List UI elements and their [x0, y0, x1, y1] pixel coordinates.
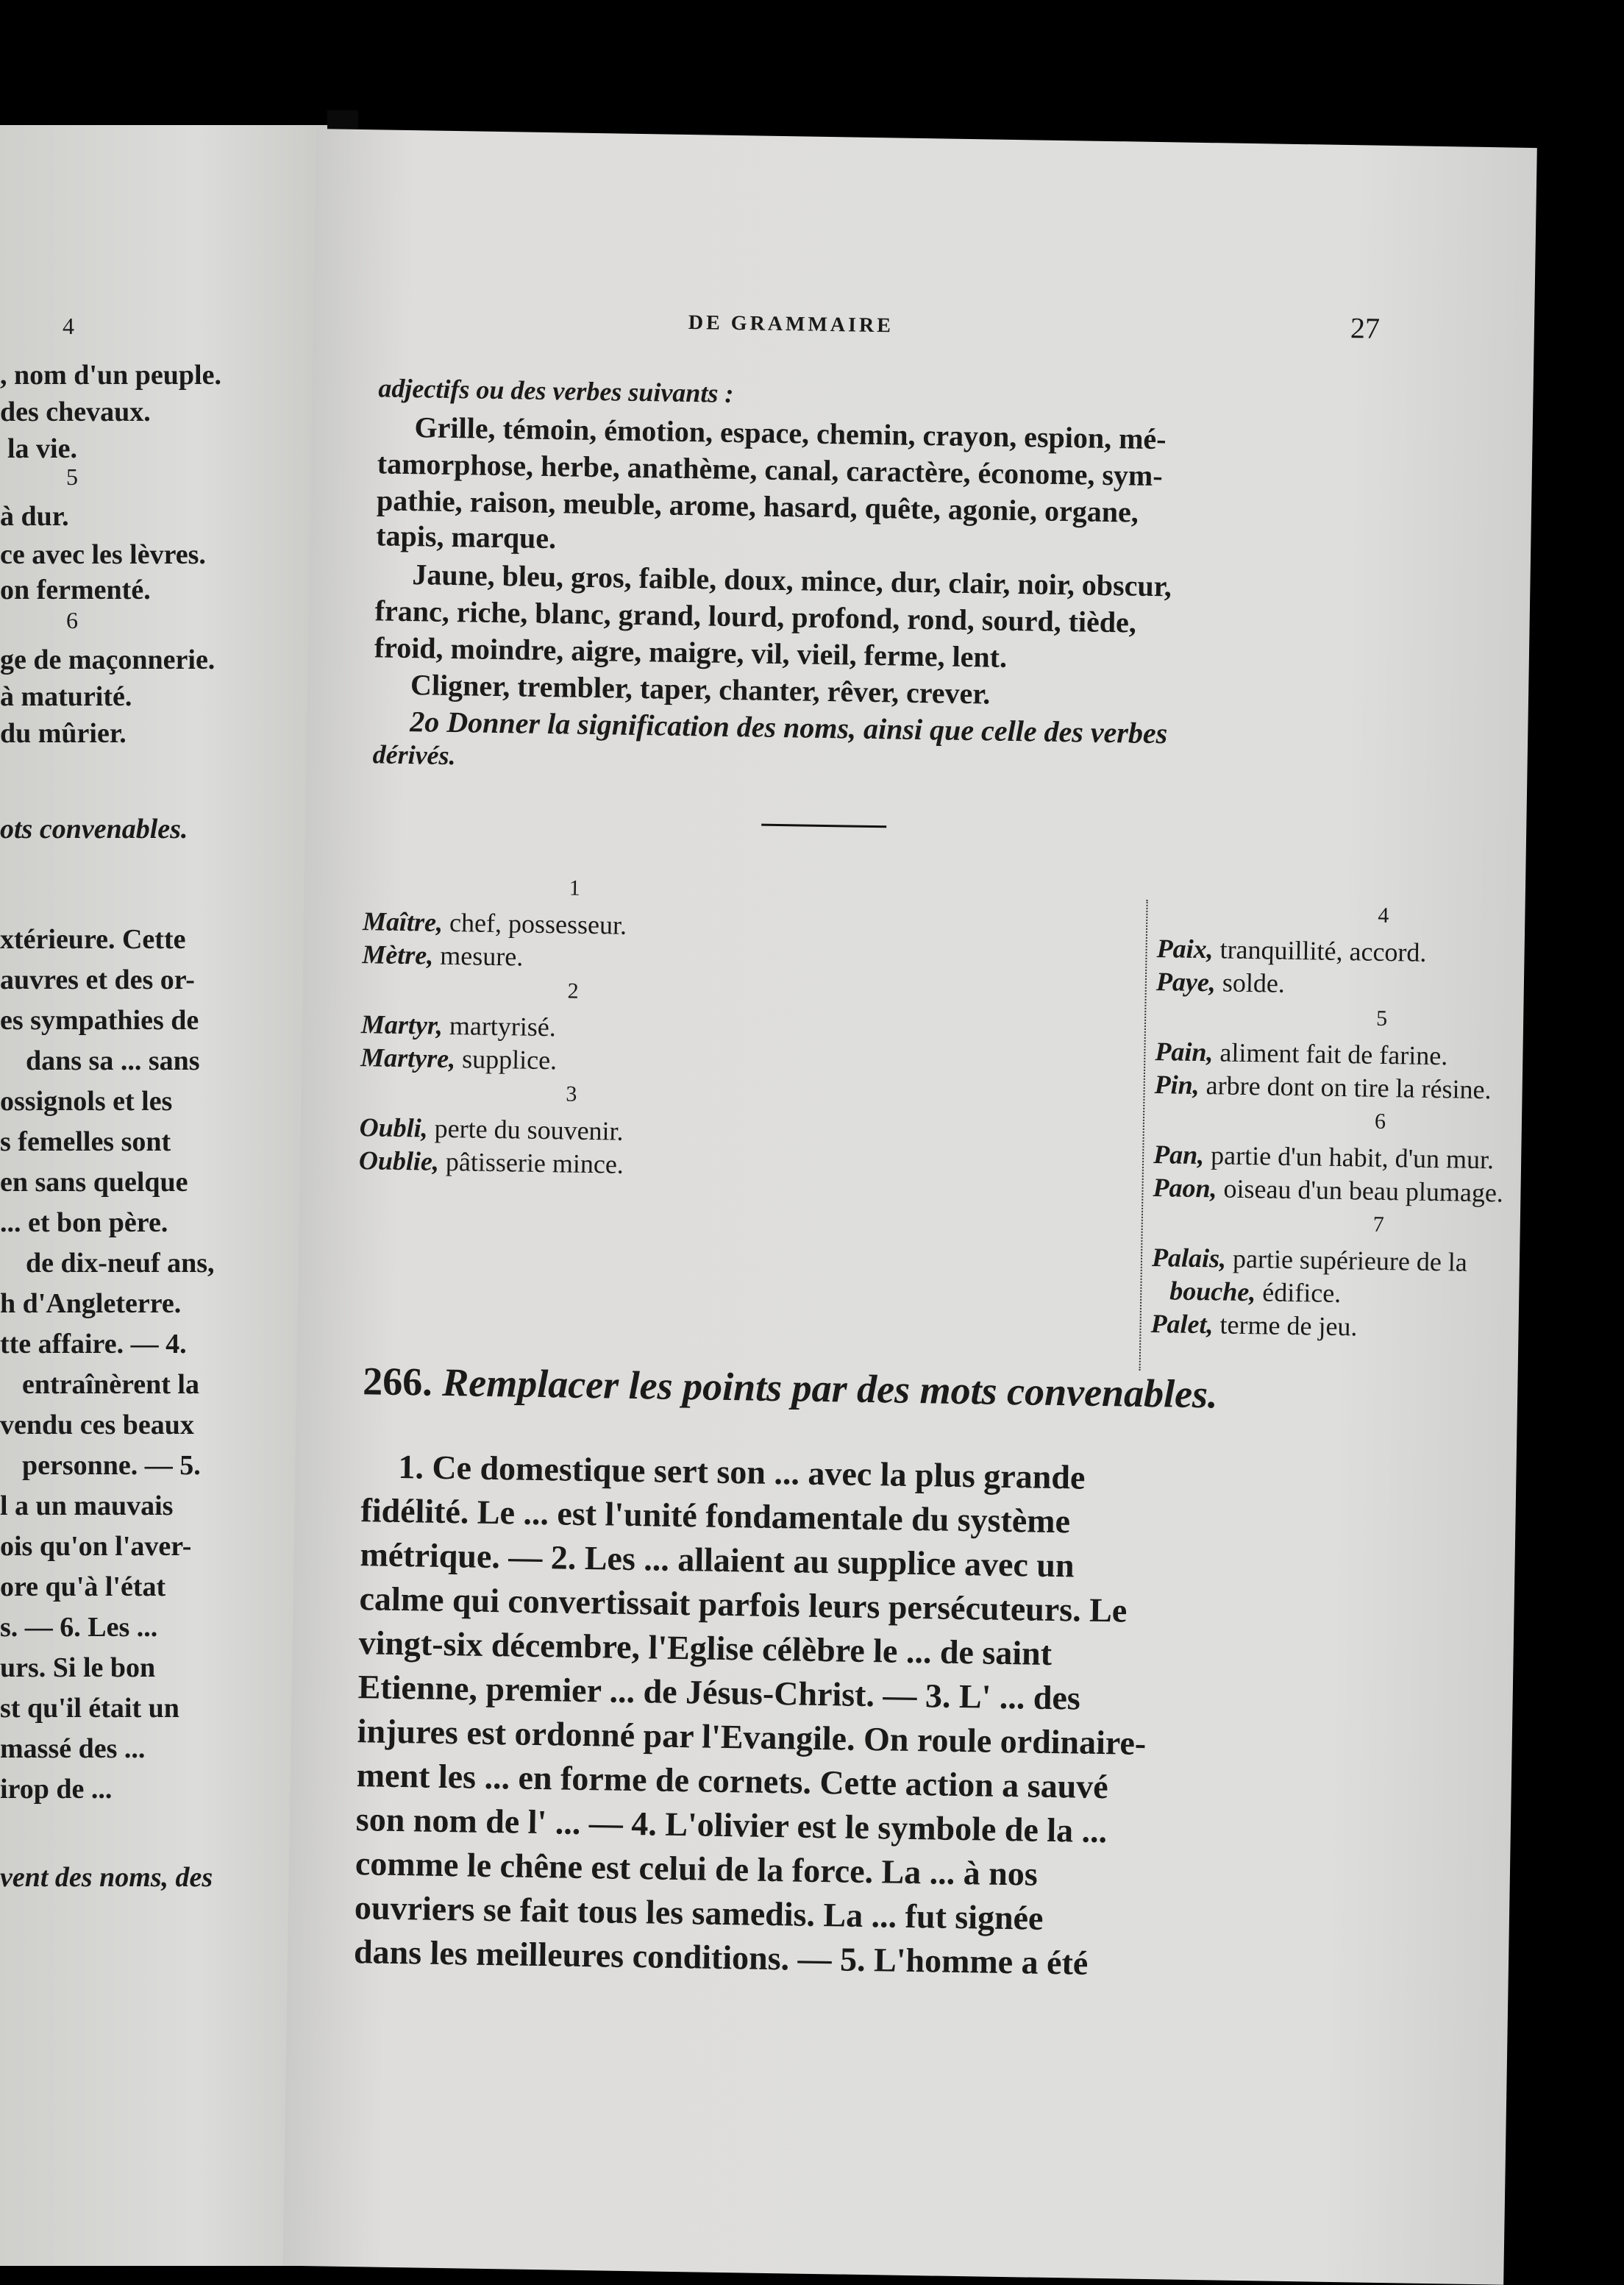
text-line: pathie, raison, meuble, arome, hasard, quête, agonie, organe,: [376, 483, 1139, 529]
text-line: ce avec les lèvres.: [0, 539, 206, 570]
text-line: vendu ces beaux: [0, 1410, 194, 1440]
text-line: tte affaire. — 4.: [0, 1329, 187, 1360]
homonym-entry: Palet, terme de jeu.: [1150, 1309, 1358, 1342]
text-line: la vie.: [7, 433, 77, 464]
homonym-entry: Oublie, pâtisserie mince.: [358, 1145, 624, 1179]
text-line: vingt-six décembre, l'Eglise célèbre le ... de saint: [358, 1624, 1053, 1672]
text-line: fidélité. Le ... est l'unité fondamentale du système: [360, 1491, 1071, 1540]
headword: Mètre,: [362, 939, 434, 970]
text-line: personne. — 5.: [22, 1450, 201, 1481]
column-divider: [1139, 900, 1148, 1371]
headword: Oubli,: [359, 1112, 429, 1143]
text-line: de dix-neuf ans,: [26, 1248, 215, 1279]
homonym-entry: 3: [566, 1081, 577, 1106]
exercise-title: Remplacer les points par des mots convenables.: [441, 1360, 1219, 1417]
text-line: Etienne, premier ... de Jésus-Christ. — 3. L' ... des: [357, 1668, 1081, 1717]
text-line: calme qui convertissait parfois leurs persécuteurs. Le: [359, 1579, 1128, 1630]
text-line: 5: [66, 463, 78, 490]
text-line: st qu'il était un: [0, 1693, 179, 1724]
homonym-entry: Paix, tranquillité, accord.: [1156, 934, 1427, 967]
homonym-entry: 2: [567, 978, 579, 1003]
text-line: à dur.: [0, 501, 69, 532]
text-line: ... et bon père.: [0, 1207, 168, 1238]
text-line: en sans quelque: [0, 1167, 188, 1198]
homonym-entry: Maître, chef, possesseur.: [362, 906, 627, 940]
text-line: urs. Si le bon: [0, 1652, 156, 1683]
text-line: ouvriers se fait tous les samedis. La ... fut signée: [354, 1888, 1044, 1937]
homonym-entry: bouche, édifice.: [1169, 1276, 1342, 1309]
text-line: ore qu'à l'état: [0, 1571, 166, 1602]
text-line: massé des ...: [0, 1733, 146, 1764]
text-line: ossignols et les: [0, 1086, 173, 1117]
headword: Oublie,: [358, 1145, 440, 1176]
headword: Martyr,: [360, 1009, 444, 1040]
text-line: froid, moindre, aigre, maigre, vil, vieil, ferme, lent.: [374, 630, 1008, 674]
running-header: DE GRAMMAIRE: [688, 310, 894, 338]
right-page: [282, 129, 1536, 2285]
text-line: Grille, témoin, émotion, espace, chemin, crayon, espion, mé-: [414, 411, 1167, 456]
headword: Paye,: [1155, 967, 1217, 998]
headword: Palet,: [1150, 1309, 1214, 1340]
text-line: dans sa ... sans: [26, 1045, 200, 1076]
text-line: 4: [63, 313, 74, 339]
text-line: injures est ordonné par l'Evangile. On roule ordinaire-: [357, 1712, 1147, 1762]
text-line: dans les meilleures conditions. — 5. L'homme a été: [353, 1933, 1089, 1982]
homonym-entry: 7: [1372, 1212, 1385, 1237]
headword: Pan,: [1153, 1140, 1205, 1170]
text-line: dérivés.: [372, 739, 456, 771]
text-line: ge de maçonnerie.: [0, 644, 216, 675]
text-line: s. — 6. Les ...: [0, 1612, 158, 1643]
text-line: ment les ... en forme de cornets. Cette action a sauvé: [356, 1756, 1109, 1806]
text-line: des chevaux.: [0, 397, 151, 427]
homonym-entry: 4: [1378, 903, 1389, 928]
homonym-entry: Mètre, mesure.: [362, 939, 524, 972]
headword: bouche,: [1169, 1276, 1256, 1307]
text-line: entraînèrent la: [22, 1369, 199, 1400]
text-line: xtérieure. Cette: [0, 924, 186, 955]
text-line: franc, riche, blanc, grand, lourd, profond, rond, sourd, tiède,: [374, 594, 1137, 639]
text-line: h d'Angleterre.: [0, 1288, 182, 1319]
text-line: tapis, marque.: [375, 519, 557, 555]
homonym-entry: 1: [569, 875, 581, 900]
headword: Pain,: [1155, 1037, 1214, 1067]
text-line: es sympathies de: [0, 1005, 199, 1036]
homonym-entry: Martyr, martyrisé.: [360, 1009, 557, 1042]
headword: Pin,: [1154, 1070, 1200, 1101]
text-line: , nom d'un peuple.: [0, 360, 221, 391]
exercise-number: 266.: [362, 1359, 433, 1404]
text-line: 6: [66, 607, 78, 633]
text-line: on fermenté.: [0, 575, 151, 605]
headword: Palais,: [1151, 1243, 1227, 1273]
homonym-entry: Pin, arbre dont on tire la résine.: [1154, 1070, 1492, 1105]
homonym-entry: 6: [1374, 1109, 1386, 1134]
text-line: à maturité.: [0, 681, 132, 712]
text-line: ois qu'on l'aver-: [0, 1531, 192, 1562]
text-line: 1. Ce domestique sert son ... avec la plus grande: [398, 1447, 1086, 1496]
homonym-entry: Martyre, supplice.: [360, 1042, 558, 1076]
left-page: [0, 125, 327, 2266]
homonym-entry: Palais, partie supérieure de la: [1151, 1243, 1468, 1277]
text-line: comme le chêne est celui de la force. La ... à nos: [355, 1844, 1039, 1893]
text-line: vent des noms, des: [0, 1862, 213, 1893]
headword: Paon,: [1153, 1173, 1217, 1204]
text-line: ots convenables.: [0, 814, 188, 845]
text-line: l a un mauvais: [0, 1490, 174, 1521]
homonym-entry: Oubli, perte du souvenir.: [359, 1112, 624, 1146]
text-line: adjectifs ou des verbes suivants :: [378, 373, 734, 408]
text-line: tamorphose, herbe, anathème, canal, caractère, économe, sym-: [377, 447, 1163, 493]
homonym-entry: Pain, aliment fait de farine.: [1155, 1037, 1448, 1071]
text-line: Cligner, trembler, taper, chanter, rêver, crever.: [410, 668, 991, 711]
homonym-entry: Paye, solde.: [1155, 967, 1286, 998]
text-line: métrique. — 2. Les ... allaient au supplice avec un: [360, 1535, 1075, 1585]
homonym-entry: 5: [1375, 1006, 1388, 1031]
homonym-entry: Pan, partie d'un habit, d'un mur.: [1153, 1140, 1495, 1175]
text-line: Jaune, bleu, gros, faible, doux, mince, dur, clair, noir, obscur,: [412, 558, 1172, 603]
headword: Paix,: [1156, 934, 1214, 964]
text-line: s femelles sont: [0, 1126, 171, 1157]
page-number: 27: [1350, 311, 1381, 345]
headword: Martyre,: [360, 1042, 456, 1074]
homonym-entry: Paon, oiseau d'un beau plumage.: [1153, 1173, 1504, 1208]
exercise-heading: [363, 1358, 1218, 1417]
text-line: du mûrier.: [0, 718, 127, 749]
text-line: auvres et des or-: [0, 964, 195, 995]
headword: Maître,: [362, 906, 444, 937]
text-line: 2o Donner la signification des noms, ainsi que celle des verbes: [410, 705, 1168, 750]
section-rule: [761, 824, 886, 828]
text-line: son nom de l' ... — 4. L'olivier est le symbole de la ...: [355, 1800, 1108, 1850]
text-line: irop de ...: [0, 1774, 113, 1805]
